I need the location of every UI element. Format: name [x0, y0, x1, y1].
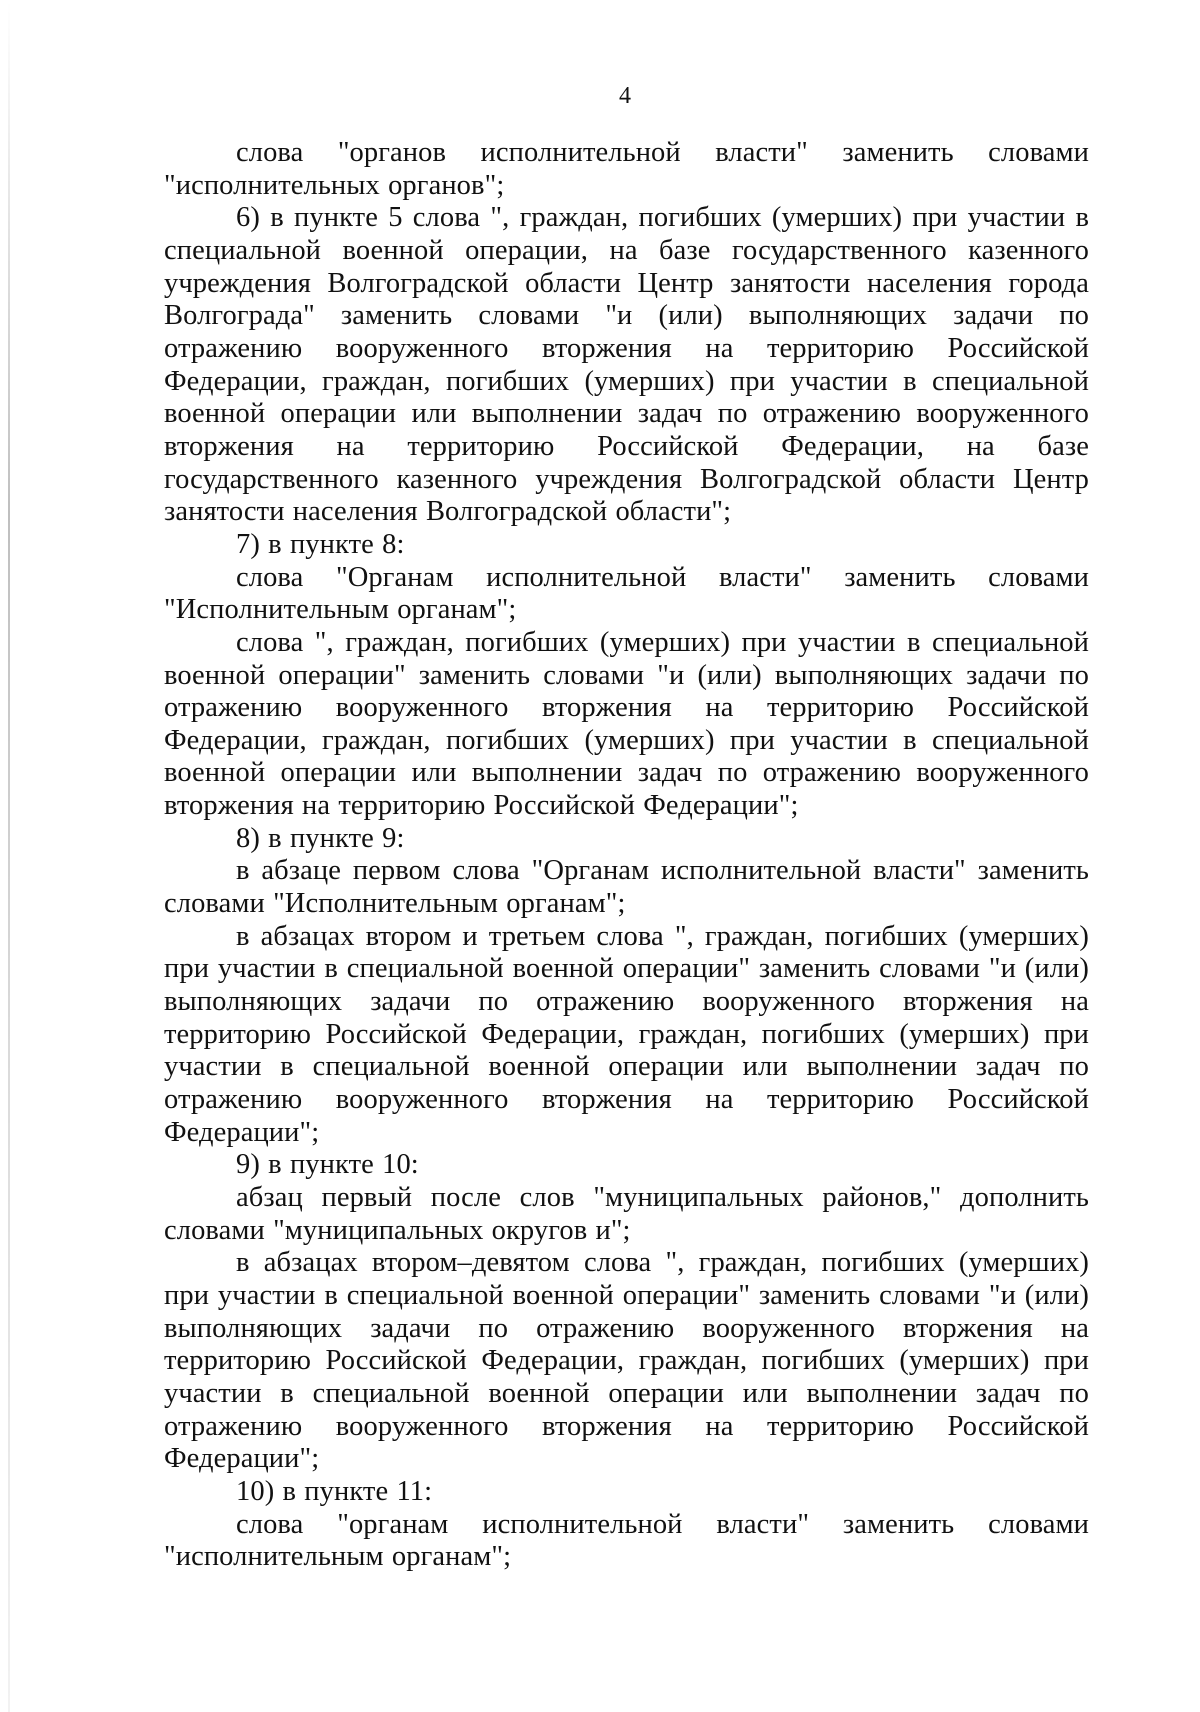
paragraph-10: абзац первый после слов "муниципальных районов," дополнить словами "муниципальных округов и";	[164, 1182, 1089, 1246]
paragraph-11: в абзацах втором–девятом слова ", граждан, погибших (умерших) при участии в специальной военной операции" заменить словами "и (или) выполняющих задачи по отражению вооруженного вторжения на территорию Российской Федерации, граждан, погибших (умерших) при участии в специальной военной операции или выполнении задач по отражению вооруженного вторжения на территорию Российской Федерации";	[164, 1247, 1089, 1475]
paragraph-6: 8) в пункте 9:	[236, 822, 405, 854]
paragraph-8: в абзацах втором и третьем слова ", граждан, погибших (умерших) при участии в специальной военной операции" заменить словами "и (или) выполняющих задачи по отражению вооруженного вторжения на территорию Российской Федерации, граждан, погибших (умерших) при участии в специальной военной операции или выполнении задач по отражению вооруженного вторжения на территорию Российской Федерации";	[164, 920, 1089, 1148]
page-number: 4	[619, 83, 631, 109]
paragraph-1: слова "органов исполнительной власти" заменить словами "исполнительных органов";	[164, 137, 1089, 201]
paragraph-2: 6) в пункте 5 слова ", граждан, погибших (умерших) при участии в специальной военной операции, на базе государственного казенного учреждения Волгоградской области Центр занятости населения города Волгограда" заменить словами "и (или) выполняющих задачи по отражению вооруженного вторжения на территорию Российской Федерации, граждан, погибших (умерших) при участии в специальной военной операции или выполнении задач по отражению вооруженного вторжения на территорию Российской Федерации, на базе государственного казенного учреждения Волгоградской области Центр занятости населения Волгоградской области";	[164, 202, 1089, 528]
paragraph-9: 9) в пункте 10:	[236, 1149, 419, 1181]
paragraph-4: слова "Органам исполнительной власти" заменить словами "Исполнительным органам";	[164, 561, 1089, 626]
scan-edge-shadow	[8, 0, 10, 1712]
paragraph-3: 7) в пункте 8:	[236, 528, 405, 560]
paragraph-13: слова "органам исполнительной власти" заменить словами "исполнительным органам";	[164, 1508, 1089, 1573]
paragraph-7: в абзаце первом слова "Органам исполнительной власти" заменить словами "Исполнительным органам";	[164, 855, 1089, 920]
document-body	[164, 137, 1089, 1574]
paragraph-12: 10) в пункте 11:	[236, 1475, 433, 1507]
paragraph-5: слова ", граждан, погибших (умерших) при участии в специальной военной операции" заменить словами "и (или) выполняющих задачи по отражению вооруженного вторжения на территорию Российской Федерации, граждан, погибших (умерших) при участии в специальной военной операции или выполнении задач по отражению вооруженного вторжения на территорию Российской Федерации";	[164, 626, 1089, 822]
